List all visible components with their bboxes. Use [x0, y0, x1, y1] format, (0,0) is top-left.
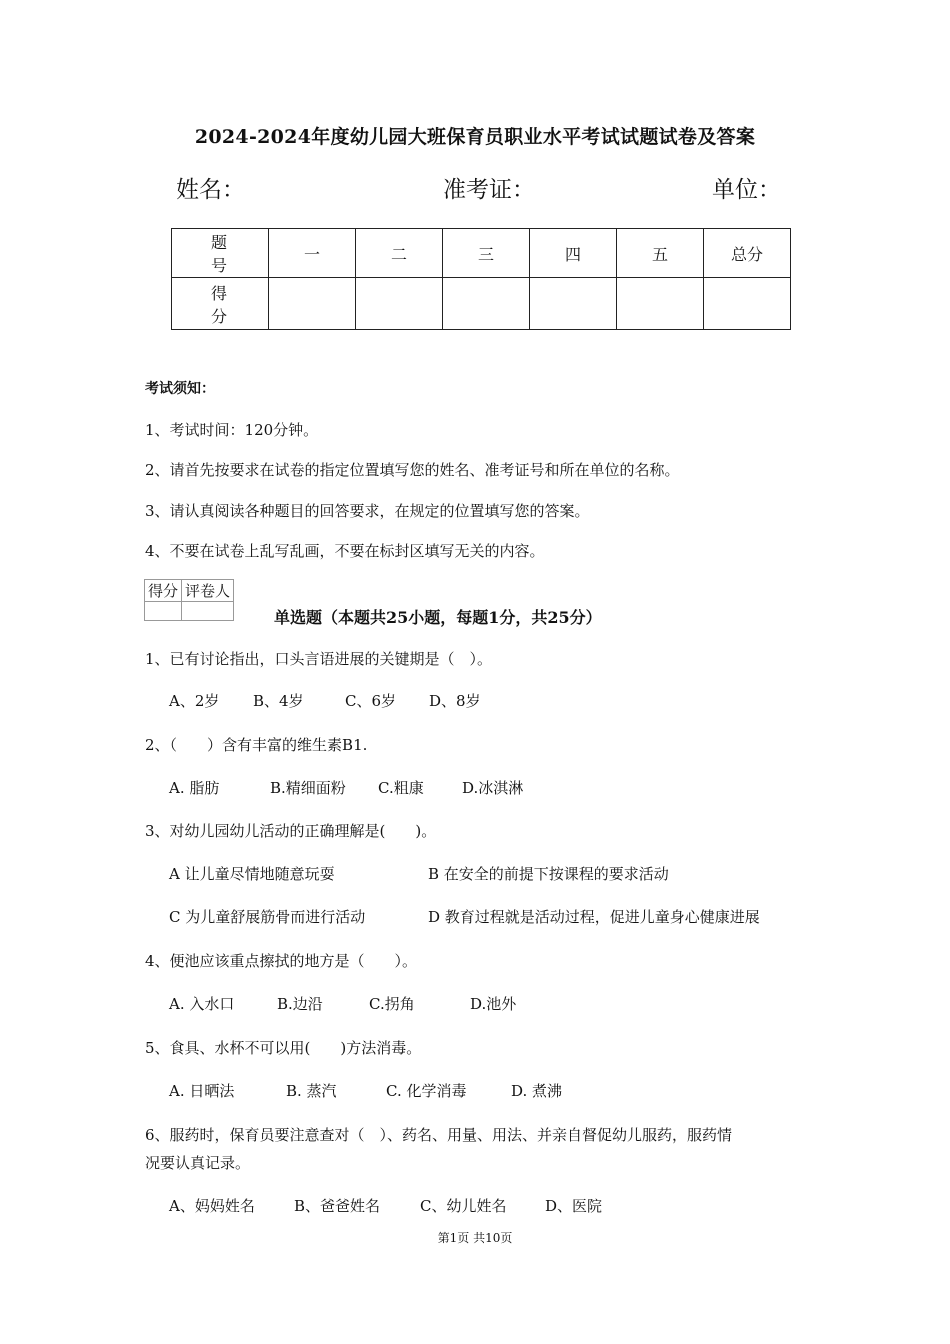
- grader-name-cell: [182, 602, 234, 621]
- question-number-label: 题 号: [172, 229, 269, 278]
- score-table: [171, 228, 791, 330]
- question-stem: 2、（ ）含有丰富的维生素B1.: [145, 736, 368, 754]
- option-d: D. 煮沸: [511, 1082, 563, 1100]
- grader-box-header: [145, 580, 234, 602]
- question-stem: 1、已有讨论指出，口头言语进展的关键期是（ ）。: [145, 650, 493, 668]
- exam-id-label: 准考证：: [443, 177, 535, 203]
- option-a: A、2岁: [169, 692, 220, 710]
- name-label: 姓名：: [176, 177, 245, 203]
- notice-item: 2、请首先按要求在试卷的指定位置填写您的姓名、准考证号和所在单位的名称。: [145, 461, 680, 479]
- option-a: A. 入水口: [169, 995, 235, 1013]
- option-b: B、爸爸姓名: [294, 1197, 381, 1215]
- grader-box: [144, 579, 234, 621]
- notice-item: 1、考试时间：120分钟。: [145, 421, 319, 439]
- option-a: A. 日晒法: [169, 1082, 235, 1100]
- column-header: 二: [356, 229, 443, 278]
- option-d: D、8岁: [429, 692, 481, 710]
- column-header: 一: [269, 229, 356, 278]
- option-b: B 在安全的前提下按课程的要求活动: [428, 865, 669, 883]
- score-table-header-row: [172, 229, 791, 278]
- score-cell: [530, 278, 617, 330]
- notice-item: 4、不要在试卷上乱写乱画，不要在标封区填写无关的内容。: [145, 542, 545, 560]
- column-header: 四: [530, 229, 617, 278]
- option-b: B、4岁: [253, 692, 304, 710]
- score-cell: [617, 278, 704, 330]
- option-b: B. 蒸汽: [286, 1082, 337, 1100]
- question-stem-line2: 况要认真记录。: [145, 1154, 251, 1172]
- notice-item: 3、请认真阅读各种题目的回答要求，在规定的位置填写您的答案。: [145, 502, 590, 520]
- option-b: B.边沿: [277, 995, 323, 1013]
- score-cell: [356, 278, 443, 330]
- option-b: B.精细面粉: [270, 779, 346, 797]
- question-stem: 4、便池应该重点擦拭的地方是（ ）。: [145, 952, 418, 970]
- option-d: D.冰淇淋: [462, 779, 524, 797]
- score-cell: [704, 278, 791, 330]
- score-label: 得 分: [172, 278, 269, 330]
- option-a: A、妈妈姓名: [169, 1197, 255, 1215]
- option-d: D 教育过程就是活动过程，促进儿童身心健康进展: [428, 908, 760, 926]
- grader-score-label: 得分: [145, 580, 182, 602]
- grader-name-label: 评卷人: [182, 580, 234, 602]
- page-footer: 第1页 共10页: [437, 1231, 513, 1245]
- question-stem: 5、食具、水杯不可以用( )方法消毒。: [145, 1039, 422, 1057]
- option-c: C. 化学消毒: [386, 1082, 467, 1100]
- unit-label: 单位：: [712, 177, 781, 203]
- notice-title: 考试须知：: [145, 381, 215, 397]
- score-table-score-row: [172, 278, 791, 330]
- column-header: 五: [617, 229, 704, 278]
- column-header: 三: [443, 229, 530, 278]
- question-stem: 3、对幼儿园幼儿活动的正确理解是( )。: [145, 822, 437, 840]
- option-a: A 让儿童尽情地随意玩耍: [169, 865, 335, 883]
- option-c: C 为儿童舒展筋骨而进行活动: [169, 908, 366, 926]
- option-c: C、6岁: [345, 692, 397, 710]
- option-c: C、幼儿姓名: [420, 1197, 507, 1215]
- option-d: D.池外: [470, 995, 517, 1013]
- page-title: 2024-2024年度幼儿园大班保育员职业水平考试试题试卷及答案: [194, 126, 756, 148]
- option-a: A. 脂肪: [169, 779, 220, 797]
- column-header: 总分: [704, 229, 791, 278]
- score-cell: [443, 278, 530, 330]
- option-d: D、医院: [545, 1197, 603, 1215]
- option-c: C.拐角: [369, 995, 415, 1013]
- grader-box-blank-row: [145, 602, 234, 621]
- question-stem-line1: 6、服药时，保育员要注意查对（ ）、药名、用量、用法、并亲自督促幼儿服药，服药情: [145, 1126, 733, 1144]
- section-title: 单选题（本题共25小题，每题1分，共25分）: [274, 608, 602, 627]
- option-c: C.粗康: [378, 779, 424, 797]
- grader-score-cell: [145, 602, 182, 621]
